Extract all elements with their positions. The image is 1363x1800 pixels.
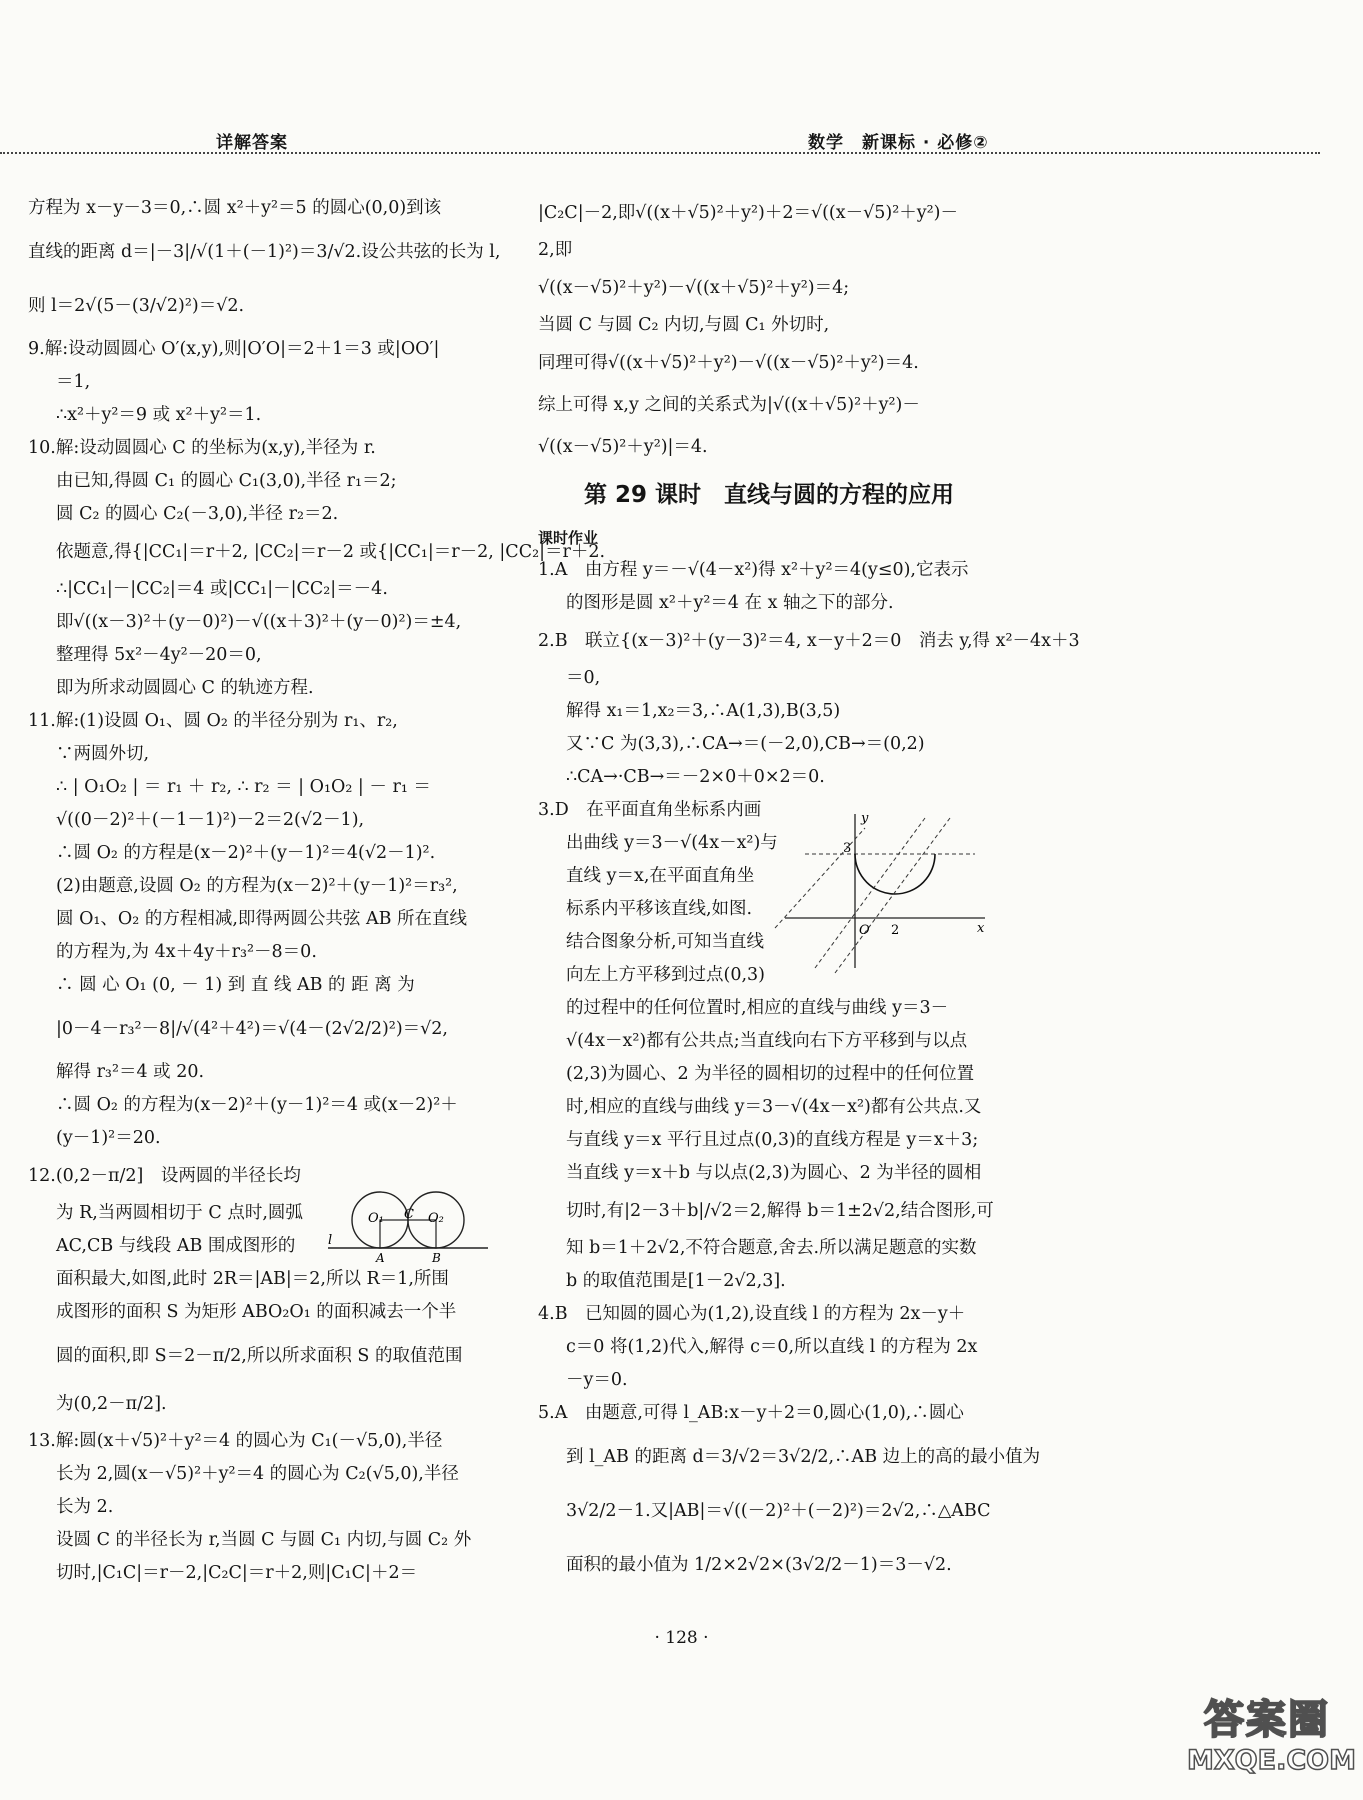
text-line: 直线 y＝x,在平面直角坐 — [566, 866, 755, 886]
text-line: 的图形是圆 x²＋y²＝4 在 x 轴之下的部分. — [566, 593, 894, 613]
text-line: 的方程为,为 4x＋4y＋r₃²－8＝0. — [56, 942, 317, 962]
text-line: 圆 O₁、O₂ 的方程相减,即得两圆公共弦 AB 所在直线 — [56, 909, 468, 929]
fig12-label: C — [404, 1207, 414, 1222]
text-line: 1.A 由方程 y＝－√(4－x²)得 x²＋y²＝4(y≤0),它表示 — [538, 560, 969, 580]
text-line: AC,CB 与线段 AB 围成图形的 — [56, 1236, 296, 1256]
text-line: 整理得 5x²－4y²－20＝0, — [56, 645, 262, 665]
text-line: 圆的面积,即 S＝2－π/2,所以所求面积 S 的取值范围 — [56, 1346, 463, 1366]
text-line: 长为 2. — [56, 1497, 114, 1517]
text-line: (2,3)为圆心、2 为半径的圆相切的过程中的任何位置 — [566, 1064, 975, 1084]
text-line: 4.B 已知圆的圆心为(1,2),设直线 l 的方程为 2x－y＋ — [538, 1304, 966, 1324]
text-line: 综上可得 x,y 之间的关系式为|√((x＋√5)²＋y²)－ — [538, 395, 920, 415]
text-line: 与直线 y＝x 平行且过点(0,3)的直线方程是 y＝x＋3; — [566, 1130, 979, 1150]
text-line: √((x－√5)²＋y²)|＝4. — [538, 437, 708, 457]
text-line: √((0－2)²＋(－1－1)²)－2＝2(√2－1), — [56, 810, 365, 830]
section-subtitle: 课时作业 — [538, 529, 599, 547]
header-right: 数学 新课标 · 必修② — [808, 133, 989, 153]
text-line: ∴x²＋y²＝9 或 x²＋y²＝1. — [56, 405, 262, 425]
fig3-label: 2 — [891, 923, 900, 938]
text-line: b 的取值范围是[1－2√2,3]. — [566, 1271, 786, 1291]
text-line: 13.解:圆(x＋√5)²＋y²＝4 的圆心为 C₁(－√5,0),半径 — [28, 1431, 443, 1451]
text-line: 依题意,得{|CC₁|＝r＋2, |CC₂|＝r－2 或{|CC₁|＝r－2, |CC₂|＝r＋2. — [56, 542, 606, 562]
text-line: 即√((x－3)²＋(y－0)²)－√((x＋3)²＋(y－0)²)＝±4, — [56, 612, 462, 632]
text-line: 2,即 — [538, 240, 573, 260]
text-line: ＝1, — [56, 372, 91, 392]
watermark-text: 答案圈 — [1204, 1697, 1330, 1743]
text-line: 知 b＝1＋2√2,不符合题意,舍去.所以满足题意的实数 — [566, 1238, 977, 1258]
text-line: 方程为 x－y－3＝0,∴圆 x²＋y²＝5 的圆心(0,0)到该 — [28, 198, 442, 218]
text-line: ∴圆 O₂ 的方程是(x－2)²＋(y－1)²＝4(√2－1)². — [56, 843, 436, 863]
text-line: 解得 r₃²＝4 或 20. — [56, 1062, 205, 1082]
text-line: ∵两圆外切, — [56, 744, 150, 764]
text-line: 同理可得√((x＋√5)²＋y²)－√((x－√5)²＋y²)＝4. — [538, 353, 919, 373]
text-line: 2.B 联立{(x－3)²＋(y－3)²＝4, x－y＋2＝0 消去 y,得 x²－4x＋3 — [538, 631, 1080, 651]
fig12-label: O₂ — [428, 1211, 444, 1226]
text-line: 成图形的面积 S 为矩形 ABO₂O₁ 的面积减去一个半 — [56, 1302, 457, 1322]
header-divider — [0, 152, 1320, 154]
fig12-label: A — [376, 1251, 385, 1265]
text-line: 设圆 C 的半径长为 r,当圆 C 与圆 C₁ 内切,与圆 C₂ 外 — [56, 1530, 472, 1550]
text-line: 10.解:设动圆圆心 C 的坐标为(x,y),半径为 r. — [28, 438, 376, 458]
text-line: 的过程中的任何位置时,相应的直线与曲线 y＝3－ — [566, 998, 949, 1018]
text-line: (2)由题意,设圆 O₂ 的方程为(x－2)²＋(y－1)²＝r₃², — [56, 876, 458, 896]
text-line: ∴ 圆 心 O₁ (0, － 1) 到 直 线 AB 的 距 离 为 — [56, 975, 415, 995]
text-line: ∴CA→·CB→＝－2×0＋0×2＝0. — [566, 767, 825, 787]
text-line: 长为 2,圆(x－√5)²＋y²＝4 的圆心为 C₂(√5,0),半径 — [56, 1464, 459, 1484]
text-line: 3.D 在平面直角坐标系内画 — [538, 800, 762, 820]
text-line: 3√2/2－1.又|AB|＝√((－2)²＋(－2)²)＝2√2,∴△ABC — [566, 1501, 991, 1521]
text-line: 结合图象分析,可知当直线 — [566, 932, 765, 952]
text-line: 切时,有|2－3＋b|/√2＝2,解得 b＝1±2√2,结合图形,可 — [566, 1201, 994, 1221]
text-line: c＝0 将(1,2)代入,解得 c＝0,所以直线 l 的方程为 2x — [566, 1337, 978, 1357]
text-line: 则 l＝2√(5－(3/√2)²)＝√2. — [28, 296, 245, 316]
text-line: 直线的距离 d＝|－3|/√(1＋(－1)²)＝3/√2.设公共弦的长为 l, — [28, 242, 501, 262]
fig3-label: y — [861, 811, 869, 826]
text-line: ∴ | O₁O₂ | ＝ r₁ ＋ r₂, ∴ r₂ ＝ | O₁O₂ | － r₁ ＝ — [56, 777, 431, 797]
two-circles-figure — [328, 1190, 488, 1265]
text-line: 即为所求动圆圆心 C 的轨迹方程. — [56, 678, 314, 698]
watermark-logo — [1187, 1688, 1356, 1788]
text-line: 标系内平移该直线,如图. — [566, 899, 753, 919]
text-line: 圆 C₂ 的圆心 C₂(－3,0),半径 r₂＝2. — [56, 504, 339, 524]
section-title: 第 29 课时 直线与圆的方程的应用 — [583, 482, 955, 508]
fig12-label: B — [432, 1251, 441, 1265]
text-line: 解得 x₁＝1,x₂＝3,∴A(1,3),B(3,5) — [566, 701, 841, 721]
text-line: 当直线 y＝x＋b 与以点(2,3)为圆心、2 为半径的圆相 — [566, 1163, 982, 1183]
text-line: ∴圆 O₂ 的方程为(x－2)²＋(y－1)²＝4 或(x－2)²＋ — [56, 1095, 458, 1115]
text-line: |0－4－r₃²－8|/√(4²＋4²)＝√(4－(2√2/2)²)＝√2, — [56, 1019, 448, 1039]
fig3-label: x — [977, 921, 985, 936]
text-line: 5.A 由题意,可得 l_AB:x－y＋2＝0,圆心(1,0),∴圆心 — [538, 1403, 964, 1423]
text-line: 当圆 C 与圆 C₂ 内切,与圆 C₁ 外切时, — [538, 315, 830, 335]
text-line: ＝0, — [566, 668, 601, 688]
text-line: ∴|CC₁|－|CC₂|＝4 或|CC₁|－|CC₂|＝－4. — [56, 579, 388, 599]
text-line: 面积的最小值为 1/2×2√2×(3√2/2－1)＝3－√2. — [566, 1555, 952, 1575]
text-line: 由已知,得圆 C₁ 的圆心 C₁(3,0),半径 r₁＝2; — [56, 471, 397, 491]
text-line: √(4x－x²)都有公共点;当直线向右下方平移到与以点 — [566, 1031, 968, 1051]
text-line: 11.解:(1)设圆 O₁、圆 O₂ 的半径分别为 r₁、r₂, — [28, 711, 398, 731]
text-line: 12.(0,2－π/2] 设两圆的半径长均 — [28, 1166, 301, 1186]
text-line: －y＝0. — [566, 1370, 628, 1390]
fig3-label: O — [859, 923, 870, 938]
fig12-label: O₁ — [368, 1211, 384, 1226]
fig3-label: 3 — [843, 841, 852, 856]
text-line: 切时,|C₁C|＝r－2,|C₂C|＝r＋2,则|C₁C|＋2＝ — [56, 1563, 418, 1583]
text-line: 出曲线 y＝3－√(4x－x²)与 — [566, 833, 778, 853]
text-line: 面积最大,如图,此时 2R＝|AB|＝2,所以 R＝1,所围 — [56, 1269, 449, 1289]
text-line: (y－1)²＝20. — [56, 1128, 161, 1148]
text-line: 到 l_AB 的距离 d＝3/√2＝3√2/2,∴AB 边上的高的最小值为 — [566, 1447, 1041, 1467]
text-line: √((x－√5)²＋y²)－√((x＋√5)²＋y²)＝4; — [538, 278, 850, 298]
text-line: 时,相应的直线与曲线 y＝3－√(4x－x²)都有公共点.又 — [566, 1097, 982, 1117]
text-line: |C₂C|－2,即√((x＋√5)²＋y²)＋2＝√((x－√5)²＋y²)－ — [538, 203, 958, 223]
watermark-url: MXQE.COM — [1187, 1745, 1356, 1776]
page-number: · 128 · — [654, 1628, 709, 1648]
text-line: 向左上方平移到过点(0,3) — [566, 965, 765, 985]
text-line: 为(0,2－π/2]. — [56, 1394, 167, 1414]
fig12-label: l — [328, 1233, 333, 1248]
text-line: 9.解:设动圆圆心 O′(x,y),则|O′O|＝2＋1＝3 或|OO′| — [28, 339, 440, 359]
text-line: 为 R,当两圆相切于 C 点时,圆弧 — [56, 1203, 303, 1223]
curve-line-figure — [775, 808, 995, 976]
text-line: 又∵C 为(3,3),∴CA→＝(－2,0),CB→＝(0,2) — [566, 734, 925, 754]
header-left: 详解答案 — [216, 133, 288, 153]
